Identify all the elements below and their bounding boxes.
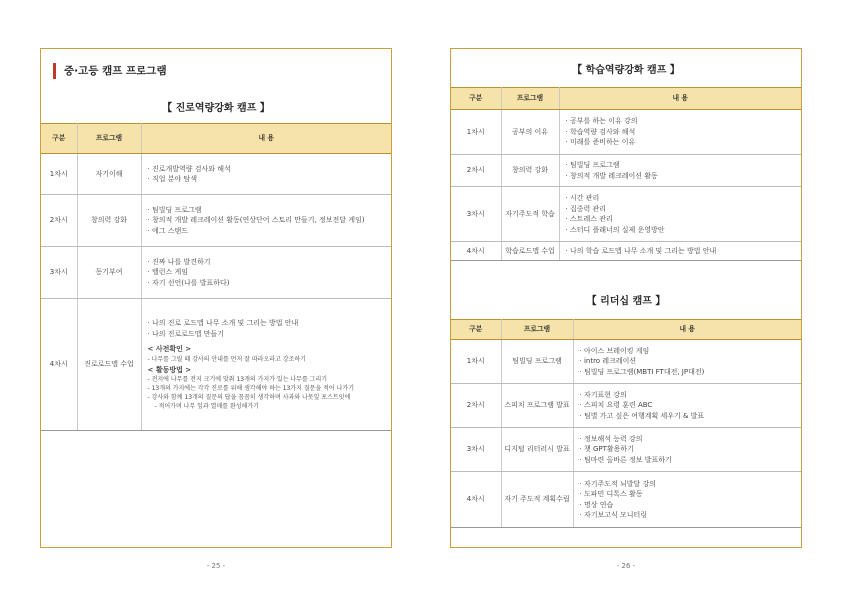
program-cell: 자기이해 [77,154,141,195]
content-item: · 스터디 플래너의 실제 운영방안 [566,225,796,236]
content-item: · 팀빌딩 프로그램 [148,205,386,216]
header-content: 내 용 [559,88,801,110]
session-cell: 4차시 [41,299,77,431]
session-cell: 1차시 [41,154,77,195]
learning-camp-table [451,87,801,261]
session-cell: 2차시 [451,155,501,187]
header-session: 구분 [451,88,501,110]
table-row [451,384,801,428]
content-item: · 나의 학습 로드맵 나무 소개 및 그리는 방법 안내 [566,246,796,257]
content-item: · 정보해석 능력 강의 [580,434,796,445]
table-row [451,110,801,155]
content-item: · 나의 진로 로드맵 나무 소개 및 그리는 방법 안내 [148,318,386,329]
session-cell: 3차시 [41,247,77,299]
content-item: · 진로개발역량 검사와 해석 [148,164,386,175]
activity-note: - 13개의 가지에는 각각 진로를 위해 생각해야 하는 13가지 질문을 적어 나가기 [148,384,386,393]
content-cell [559,242,801,261]
content-cell [573,384,801,428]
table-row [451,472,801,528]
leadership-camp-table [451,319,801,528]
session-cell: 1차시 [451,340,501,384]
content-cell [141,154,391,195]
activity-heading: < 활동방법 > [148,365,386,376]
table-row [41,195,391,247]
content-item: · 명상 연습 [580,500,796,511]
content-item: · 팀별 가고 싶은 여행계획 세우기 & 발표 [580,411,796,422]
content-item: · 창의적 개발 레크레이션 활동 [566,171,796,182]
content-item: · 집중력 관리 [566,204,796,215]
content-item: · intro 레크레이션 [580,356,796,367]
table-header-row [451,320,801,340]
table-row [41,247,391,299]
content-cell [559,187,801,242]
table-row [41,299,391,431]
header-content: 내 용 [573,320,801,340]
content-cell [141,247,391,299]
table-row [451,187,801,242]
right-page [450,48,802,548]
content-item: · 챗 GPT활용하기 [580,444,796,455]
header-program: 프로그램 [501,320,573,340]
page-number-right: - 26 - [616,562,636,570]
program-cell: 자기 주도적 계획수립 [501,472,573,528]
page-number-left: - 25 - [206,562,226,570]
table-row [451,340,801,384]
content-item: · 팀빌딩 프로그램(MBTI FT대전, JP대전) [580,367,796,378]
header-program: 프로그램 [501,88,559,110]
content-item: · 에그 스탠드 [148,226,386,237]
content-item: · 직업 분야 탐색 [148,174,386,185]
header-session: 구분 [451,320,501,340]
content-cell [559,155,801,187]
program-cell: 학습로드맵 수업 [501,242,559,261]
content-item: · 스트레스 관리 [566,214,796,225]
program-cell: 팀빌딩 프로그램 [501,340,573,384]
program-cell: 창의력 강화 [77,195,141,247]
content-item: · 자기보고식 모니터링 [580,510,796,521]
activity-note: - 전지에 나무를 전지 크기에 맞춰 13개의 가지가 있는 나무를 그리기 [148,375,386,384]
prep-heading: < 사전확인 > [148,344,386,355]
content-item: · 팀빌딩 프로그램 [566,160,796,171]
left-page [40,48,392,548]
activity-note: - 강사와 함께 13개의 질문의 답을 꼼꼼히 생각하며 사과와 나뭇잎 포스트잇에 [148,393,386,402]
content-item: · 창의적 개발 레크레이션 활동(연상단어 스토리 만들기, 정보전달 게임) [148,215,386,226]
content-item: · 자기표현 강의 [580,390,796,401]
program-cell: 자기주도적 학습 [501,187,559,242]
content-item: · 자기 선언(나를 발표하다) [148,278,386,289]
program-cell: 창의력 강화 [501,155,559,187]
content-cell [141,195,391,247]
header-content: 내 용 [141,124,391,154]
content-item: · 학습역량 검사와 해석 [566,127,796,138]
program-cell: 진로로드맵 수업 [77,299,141,431]
content-item: · 아이스 브레이킹 게임 [580,346,796,357]
content-item: · 공부를 하는 이유 강의 [566,116,796,127]
career-camp-title: 【 진로역량강화 캠프 】 [162,103,270,114]
session-cell: 4차시 [451,472,501,528]
session-cell: 3차시 [451,428,501,472]
content-cell [559,110,801,155]
content-item: · 스피치 요령 훈련 ABC [580,400,796,411]
table-row [451,428,801,472]
section-heading: 중·고등 캠프 프로그램 [53,63,167,79]
content-cell [573,428,801,472]
session-cell: 2차시 [451,384,501,428]
content-item: · 도파민 디톡스 활동 [580,489,796,500]
table-row [451,155,801,187]
table-row [451,242,801,261]
table-row [41,154,391,195]
content-item: · 나의 진로로드맵 만들기 [148,329,386,340]
session-cell: 4차시 [451,242,501,261]
content-cell [141,299,391,431]
program-cell: 스피치 프로그램 발표 [501,384,573,428]
content-item: · 미래를 준비하는 이유 [566,137,796,148]
leadership-camp-title: 【 리더십 캠프 】 [586,296,666,307]
header-program: 프로그램 [77,124,141,154]
prep-note: - 나무를 그릴 때 강사의 안내를 먼저 잘 따라오라고 강조하기 [148,355,386,364]
content-item: · 팀마련 올바른 정보 발표하기 [580,455,796,466]
content-cell [573,472,801,528]
content-cell [573,340,801,384]
program-cell: 공부의 이유 [501,110,559,155]
content-item: · 시간 관리 [566,193,796,204]
session-cell: 2차시 [41,195,77,247]
table-header-row [451,88,801,110]
content-item: · 진짜 나를 발견하기 [148,257,386,268]
activity-note: - 적어가며 나무 잎과 열매를 완성해가기 [148,402,386,411]
header-session: 구분 [41,124,77,154]
learning-camp-title: 【 학습역량강화 캠프 】 [572,65,680,76]
content-item: · 자기주도적 뇌발달 강의 [580,479,796,490]
career-camp-table [41,123,391,431]
program-cell: 동기부여 [77,247,141,299]
session-cell: 1차시 [451,110,501,155]
content-item: · 밸런스 게임 [148,267,386,278]
table-header-row [41,124,391,154]
session-cell: 3차시 [451,187,501,242]
program-cell: 디지털 리터러시 발표 [501,428,573,472]
